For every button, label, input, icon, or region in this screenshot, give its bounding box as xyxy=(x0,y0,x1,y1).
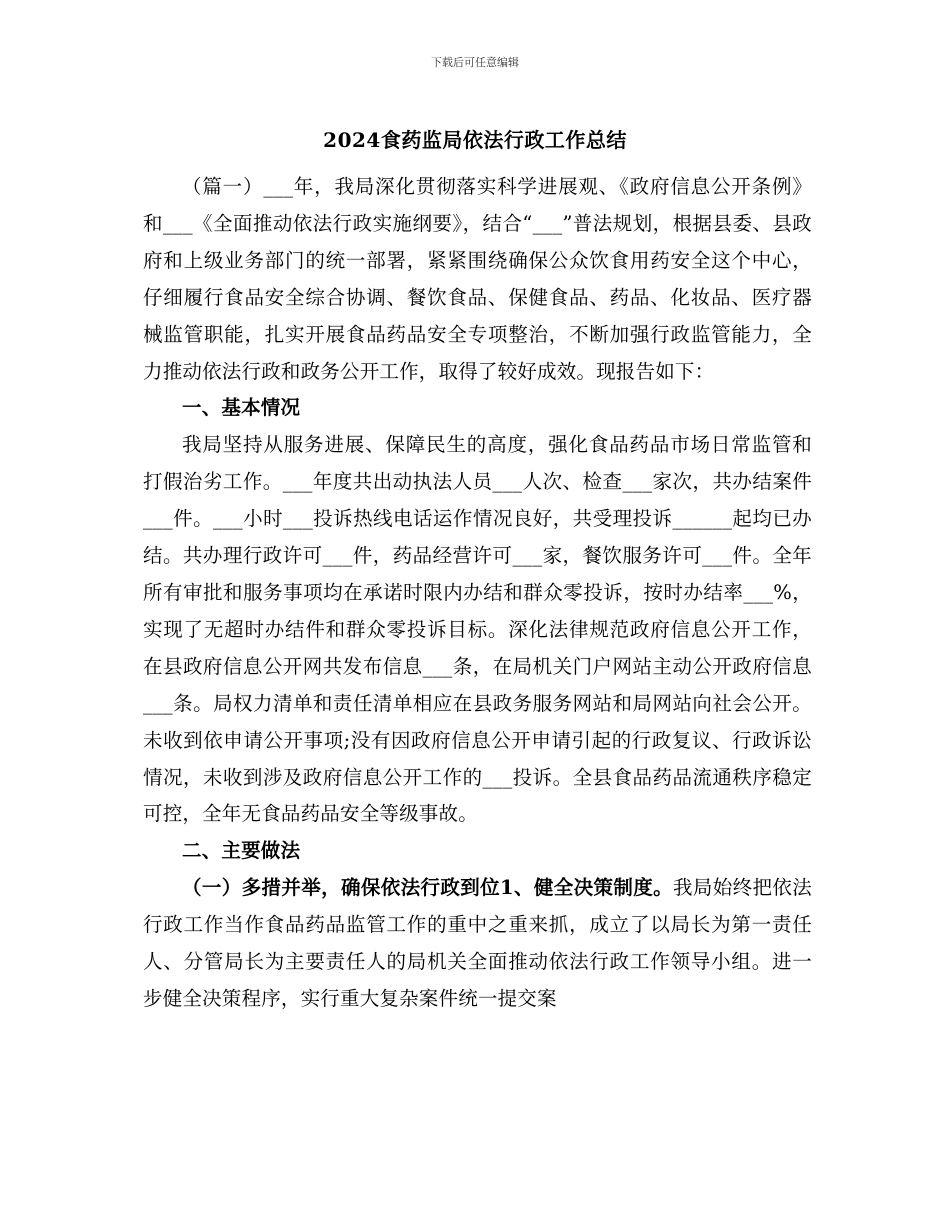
document-body xyxy=(143,169,812,1018)
section-heading-basic-situation: 一、基本情况 xyxy=(182,396,301,420)
intro-paragraph: （篇一）___年，我局深化贯彻落实科学进展观、《政府信息公开条例》和___《全面推动依法行政实施纲要》，结合“___”普法规划，根据县委、县政府和上级业务部门的统一部署，紧紧围绕确保公众饮食用药安全这个中心，仔细履行食品安全综合协调、餐饮食品、保健食品、药品、化妆品、医疗器械监管职能，扎实开展食品药品安全专项整治，不断加强行政监管能力，全力推动依法行政和政务公开工作，取得了较好成效。现报告如下： xyxy=(143,175,812,383)
page-header-note: 下载后可任意编辑 xyxy=(431,56,519,69)
basic-situation-paragraph: 我局坚持从服务进展、保障民生的高度，强化食品药品市场日常监管和打假治劣工作。___年度共出动执法人员___人次、检查___家次，共办结案件___件。___小时___投诉热线电话运作情况良好，共受理投诉______起均已办结。共办理行政许可___件，药品经营许可___家，餐饮服务许可___件。全年所有审批和服务事项均在承诺时限内办结和群众零投诉，按时办结率___%，实现了无超时办结件和群众零投诉目标。深化法律规范政府信息公开工作，在县政府信息公开网共发布信息___条，在局机关门户网站主动公开政府信息___条。局权力清单和责任清单相应在县政务服务网站和局网站向社会公开。未收到依申请公开事项;没有因政府信息公开申请引起的行政复议、行政诉讼情况，未收到涉及政府信息公开工作的___投诉。全县食品药品流通秩序稳定可控，全年无食品药品安全等级事故。 xyxy=(143,433,812,826)
subsection-body: 我局始终把依法行政工作当作食品药品监管工作的重中之重来抓，成立了以局长为第一责任人、分管局长为主要责任人的局机关全面推动依法行政工作领导小组。进一步健全决策程序，实行重大复杂案件统一提交案 xyxy=(143,876,812,1010)
document-title: 2024食药监局依法行政工作总结 xyxy=(323,128,627,152)
main-practices-paragraph xyxy=(143,870,812,1018)
section-heading-main-practices: 二、主要做法 xyxy=(182,839,301,863)
subsection-heading: （一）多措并举，确保依法行政到位1、健全决策制度。 xyxy=(182,876,674,900)
